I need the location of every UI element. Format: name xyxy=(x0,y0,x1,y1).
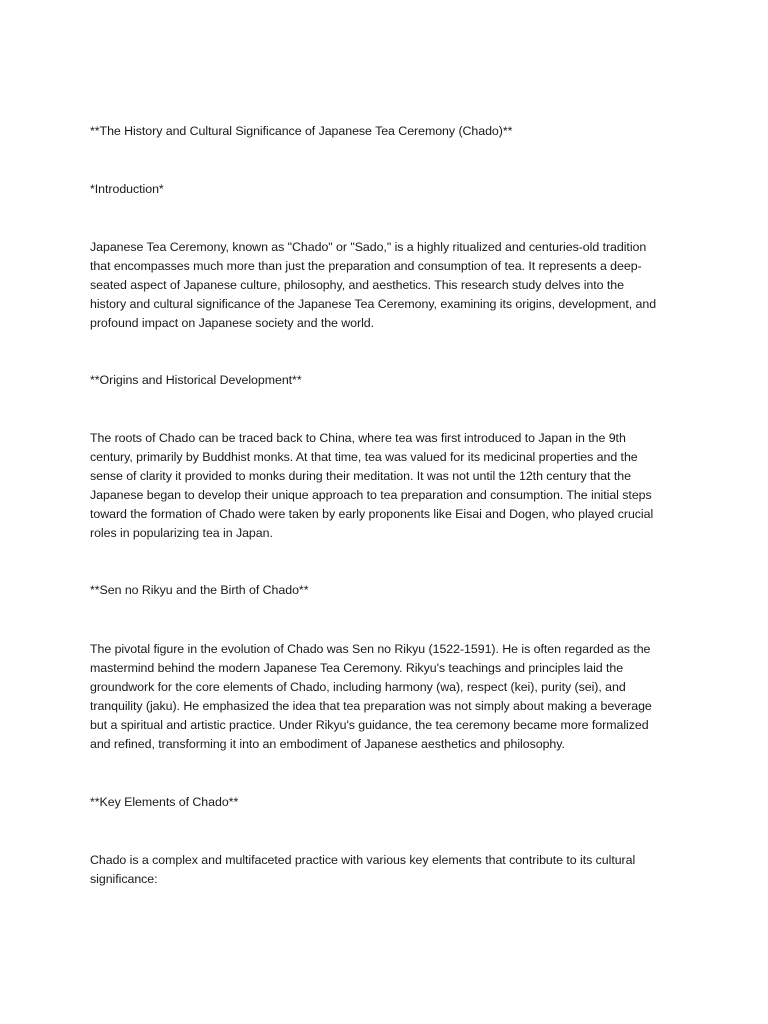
paragraph-line: tranquility (jaku). He emphasized the idea that tea preparation was not simply about making a beverage xyxy=(90,699,652,713)
paragraph-line: The pivotal figure in the evolution of Chado was Sen no Rikyu (1522-1591). He is often regarded as the xyxy=(90,642,651,656)
paragraph-line: sense of clarity it provided to monks during their meditation. It was not until the 12th century that the xyxy=(90,469,631,483)
paragraph-line: mastermind behind the modern Japanese Tea Ceremony. Rikyu's teachings and principles laid the xyxy=(90,661,624,675)
origins-heading: **Origins and Historical Development** xyxy=(90,373,302,387)
paragraph-line: profound impact on Japanese society and the world. xyxy=(90,316,375,330)
paragraph-line: Chado is a complex and multifaceted practice with various key elements that contribute to its cultural xyxy=(90,853,636,867)
paragraph-line: century, primarily by Buddhist monks. At that time, tea was valued for its medicinal properties and the xyxy=(90,450,638,464)
paragraph-line: and refined, transforming it into an embodiment of Japanese aesthetics and philosophy. xyxy=(90,737,565,751)
paragraph-line: significance: xyxy=(90,872,158,886)
paragraph-line: that encompasses much more than just the preparation and consumption of tea. It represents a deep- xyxy=(90,259,642,273)
paragraph-line: toward the formation of Chado were taken by early proponents like Eisai and Dogen, who played crucial xyxy=(90,507,654,521)
introduction-heading: *Introduction* xyxy=(90,182,164,196)
paragraph-line: Japanese began to develop their unique approach to tea preparation and consumption. The initial steps xyxy=(90,488,652,502)
paragraph-line: roles in popularizing tea in Japan. xyxy=(90,526,273,540)
document-title: **The History and Cultural Significance of Japanese Tea Ceremony (Chado)** xyxy=(90,124,513,138)
paragraph-line: history and cultural significance of the Japanese Tea Ceremony, examining its origins, development, and xyxy=(90,297,657,311)
paragraph-line: Japanese Tea Ceremony, known as "Chado" or "Sado," is a highly ritualized and centuries-old tradition xyxy=(90,240,647,254)
key-elements-heading: **Key Elements of Chado** xyxy=(90,795,239,809)
paragraph-line: groundwork for the core elements of Chado, including harmony (wa), respect (kei), purity (sei), and xyxy=(90,680,626,694)
paragraph-line: but a spiritual and artistic practice. Under Rikyu's guidance, the tea ceremony became more formalized xyxy=(90,718,649,732)
paragraph-line: The roots of Chado can be traced back to China, where tea was first introduced to Japan in the 9th xyxy=(90,431,626,445)
paragraph-line: seated aspect of Japanese culture, philosophy, and aesthetics. This research study delves into the xyxy=(90,278,624,292)
rikyu-heading: **Sen no Rikyu and the Birth of Chado** xyxy=(90,583,309,597)
